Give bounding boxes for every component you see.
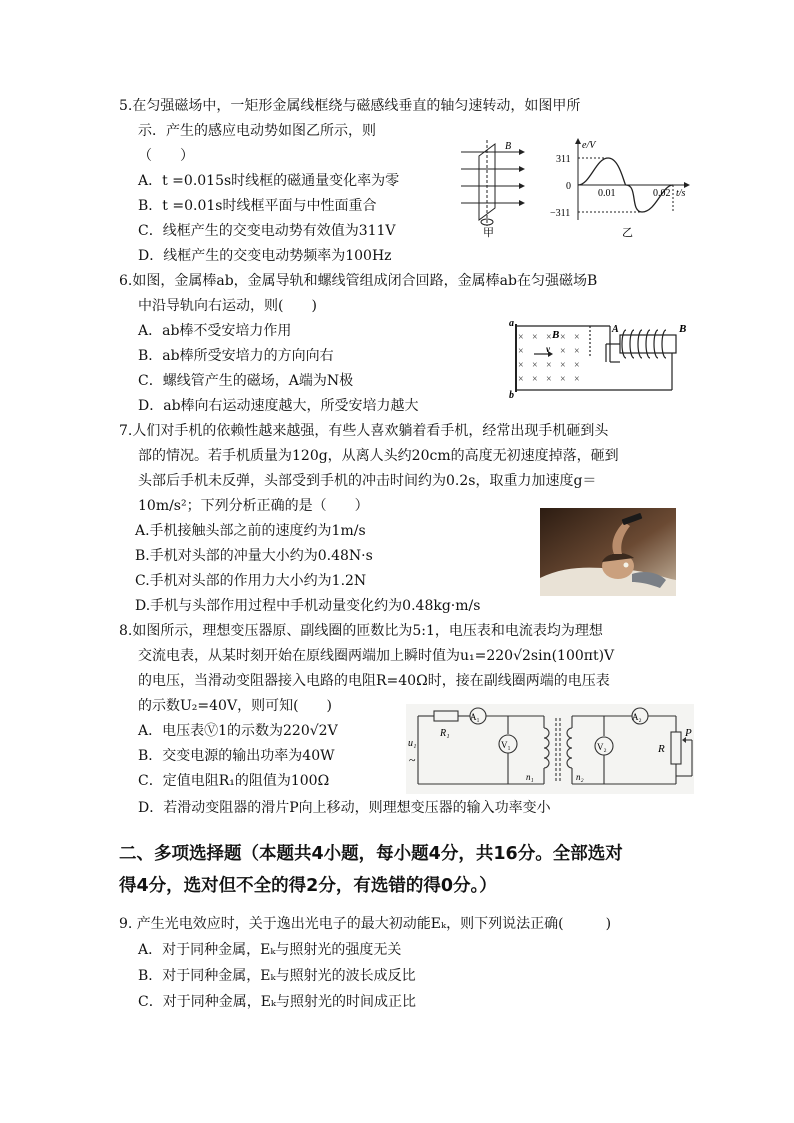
section2-heading-line2: 得4分，选对但不全的得2分，有选错的得0分。）	[119, 876, 497, 896]
q8-stem-line4: 的示数U₂=40V，则可知( )	[138, 698, 332, 714]
q8-fig-ammeter-a2: A₂	[632, 712, 642, 722]
svg-text:×: ×	[574, 332, 580, 343]
svg-text:×: ×	[546, 374, 552, 385]
q8-fig-u1: u₁	[408, 738, 417, 749]
q8-option-c: C．定值电阻R₁的阻值为100Ω	[138, 773, 330, 789]
q8-option-d: D．若滑动变阻器的滑片P向上移动，则理想变压器的输入功率变小	[138, 800, 551, 816]
svg-text:×: ×	[518, 346, 524, 357]
q8-option-a: A．电压表Ⓥ1的示数为220√2V	[138, 723, 338, 739]
q6-option-c: C．螺线管产生的磁场，A端为N极	[138, 373, 354, 389]
q6-option-b: B．ab棒所受安培力的方向向右	[138, 348, 334, 364]
section2-heading-line1: 二、多项选择题（本题共4小题，每小题4分，共16分。全部选对	[119, 844, 623, 864]
q7-stem-line4: 10m/s²；下列分析正确的是（ ）	[138, 498, 369, 514]
svg-text:×: ×	[560, 360, 566, 371]
q9-stem: 9. 产生光电效应时，关于逸出光电子的最大初动能Eₖ，则下列说法正确( )	[119, 916, 612, 932]
q8-fig-voltmeter-v1: V₁	[501, 740, 511, 750]
q8-fig-n2: n₂	[576, 772, 584, 782]
q6-option-a: A．ab棒不受安培力作用	[138, 323, 292, 339]
q5-figure-yi	[538, 138, 700, 238]
q7-photo	[540, 508, 676, 596]
q5-fig-yi-tick-0: 0	[566, 181, 571, 192]
svg-text:×: ×	[518, 360, 524, 371]
q5-figure-jia	[455, 138, 527, 238]
q7-stem-line3: 头部后手机未反弹，头部受到手机的冲击时间约为0.2s，取重力加速度g＝	[138, 473, 597, 489]
q6-fig-label-v: v	[546, 344, 550, 354]
q7-option-c: C.手机对头部的作用力大小约为1.2N	[135, 573, 367, 589]
svg-text:×: ×	[532, 332, 538, 343]
q5-fig-yi-tick-neg311: −311	[550, 208, 571, 219]
q7-stem-line1: 7.人们对手机的依赖性越来越强，有些人喜欢躺着看手机，经常出现手机砸到头	[119, 423, 609, 439]
q6-fig-label-end-b: B	[679, 323, 687, 335]
svg-text:×: ×	[532, 374, 538, 385]
q5-stem-line2: 示．产生的感应电动势如图乙所示，则	[138, 123, 376, 139]
q7-option-d: D.手机与头部作用过程中手机动量变化约为0.48kg·m/s	[135, 598, 481, 614]
q5-paren: （ ）	[138, 148, 194, 164]
q8-stem-line1: 8.如图所示，理想变压器原、副线圈的匝数比为5:1，电压表和电流表均为理想	[119, 623, 603, 639]
q5-stem-line1: 5.在匀强磁场中，一矩形金属线框绕与磁感线垂直的轴匀速转动，如图甲所	[119, 98, 581, 114]
q8-stem-line3: 的电压，当滑动变阻器接入电路的电阻R=40Ω时，接在副线圈两端的电压表	[138, 673, 610, 689]
svg-text:×: ×	[560, 374, 566, 385]
q8-stem-line2: 交流电表，从某时刻开始在原线圈两端加上瞬时值为u₁=220√2sin(100πt)V	[138, 648, 615, 664]
q8-fig-n1: n₁	[526, 772, 534, 782]
q6-fig-label-end-a: A	[612, 324, 619, 335]
q5-fig-jia-b-label: B	[505, 141, 512, 152]
q9-option-c: C．对于同种金属，Eₖ与照射光的时间成正比	[138, 994, 417, 1010]
q9-option-a: A．对于同种金属，Eₖ与照射光的强度无关	[138, 942, 402, 958]
q5-fig-yi-tick-311: 311	[556, 154, 571, 165]
q5-option-c: C．线框产生的交变电动势有效值为311V	[138, 223, 396, 239]
q6-fig-label-field-b: B	[552, 329, 560, 341]
q6-option-d: D．ab棒向右运动速度越大，所受安培力越大	[138, 398, 419, 414]
svg-text:×: ×	[532, 360, 538, 371]
q8-fig-r1: R₁	[440, 728, 450, 739]
svg-text:×: ×	[560, 346, 566, 357]
q6-fig-label-a: a	[509, 318, 514, 329]
q5-fig-yi-ylabel: e/V	[582, 140, 596, 151]
q7-option-b: B.手机对头部的冲量大小约为0.48N·s	[135, 548, 373, 564]
svg-text:×: ×	[518, 332, 524, 343]
q5-fig-yi-xlabel: t/s	[676, 188, 686, 199]
q8-fig-voltmeter-v2: V₂	[597, 742, 607, 752]
q9-option-b: B．对于同种金属，Eₖ与照射光的波长成反比	[138, 968, 416, 984]
svg-text:×: ×	[574, 374, 580, 385]
svg-text:×: ×	[546, 360, 552, 371]
q7-stem-line2: 部的情况。若手机质量为120g，从离人头约20cm的高度无初速度掉落，砸到	[138, 448, 619, 464]
q7-option-a: A.手机接触头部之前的速度约为1m/s	[135, 523, 366, 539]
q5-option-a: A．t =0.015s时线框的磁通量变化率为零	[138, 173, 400, 189]
q6-stem-line1: 6.如图，金属棒ab，金属导轨和螺线管组成闭合回路，金属棒ab在匀强磁场B	[119, 273, 598, 289]
q8-option-b: B．交变电源的输出功率为40W	[138, 748, 335, 764]
q5-fig-jia-caption: 甲	[483, 227, 494, 238]
q5-fig-yi-tick-002: 0.02	[653, 188, 671, 199]
q5-option-b: B．t =0.01s时线框平面与中性面重合	[138, 198, 377, 214]
q8-fig-r: R	[658, 743, 665, 755]
q6-fig-label-b: b	[509, 390, 514, 398]
q8-fig-p: P	[685, 727, 692, 739]
q5-option-d: D．线框产生的交变电动势频率为100Hz	[138, 248, 392, 264]
svg-text:×: ×	[574, 360, 580, 371]
q8-fig-ac-symbol: ~	[409, 753, 416, 767]
q6-figure	[506, 318, 692, 398]
svg-text:×: ×	[518, 374, 524, 385]
svg-text:×: ×	[546, 332, 552, 343]
q5-fig-yi-tick-001: 0.01	[598, 188, 616, 199]
q8-fig-ammeter-a1: A₁	[470, 712, 480, 722]
svg-text:×: ×	[574, 346, 580, 357]
q5-fig-yi-caption: 乙	[622, 227, 633, 238]
q8-circuit-figure	[406, 704, 694, 794]
svg-text:×: ×	[560, 332, 566, 343]
q6-stem-line2: 中沿导轨向右运动，则( )	[138, 298, 317, 314]
